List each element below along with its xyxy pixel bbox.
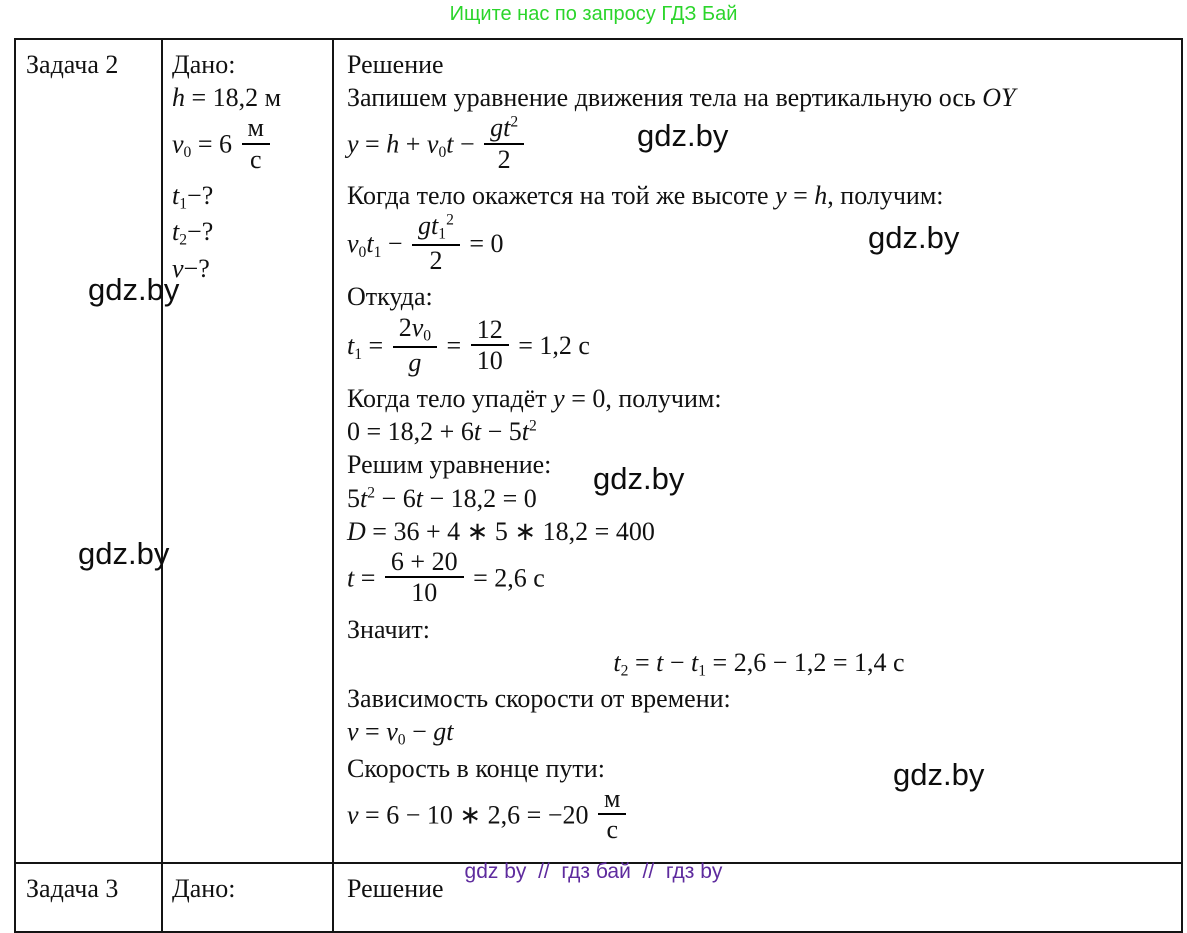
solution-text-1: Запишем уравнение движения тела на вертикальную ось OY [347,83,1016,113]
gdz-watermark: gdz.by [637,118,729,153]
footer-caption: gdz by // гдз бай // гдз by [464,860,723,883]
solution-text-6: Значит: [347,614,431,644]
given-line-v0: $v_0 = 6$ $\frac{м}{с}$ [172,117,328,176]
table-row-task2 [15,39,1182,863]
task3-label: Задача 3 [26,874,119,903]
solution-text-8: Скорость в конце пути: [347,753,605,783]
given-title: Дано: [172,50,236,79]
task3-solution-title: Решение [347,874,444,903]
solution-text-3: Откуда: [347,282,433,312]
task3-given-title: Дано: [172,874,236,903]
solution-text-2: Когда тело окажется на той же высоте y = h, получим: [347,180,944,210]
solution-text-7: Зависимость скорости от времени: [347,684,731,714]
solution-formula-t2: $t_2 = t - t_1 = 2,6 - 1,2 = 1,4$ с [613,647,905,680]
solution-formula-same-height: $v_0t_1$ − $\frac{gt_1^2}{2}$ = 0 [347,211,504,276]
given-line-h: h = 18,2 м [172,83,282,113]
solution-formula-quadratic: $5t^2 - 6t - 18,2 = 0$ [347,483,537,513]
gdz-watermark: gdz.by [78,536,170,571]
given-line-v: v−? [172,253,210,283]
task2-given-cell [162,39,333,863]
given-line-t2: $t_2-$? [172,217,214,250]
gdz-watermark: gdz.by [593,461,685,496]
given-line-t1: $t_1-$? [172,180,214,213]
solution-formula-t: t = $\frac{6 + 20}{10}$ = 2,6 с [347,546,545,608]
solution-text-4: Когда тело упадёт y = 0, получим: [347,384,722,413]
solution-formula-t1: $t_1$ = $\frac{2v_0}{g}$ = $\frac{12}{10}$ = 1,2 с [347,312,590,377]
task2-label-cell [15,39,162,863]
solution-formula-velocity-law: $v = v_0$ − gt [347,717,454,749]
solution-text-5: Решим уравнение: [347,450,552,480]
task2-solution-cell [333,39,1182,863]
solution-formula-motion: $y = h + v_0t$ − $\frac{gt^2}{2}$ [347,117,1171,176]
solution-formula-fall: $0 = 18,2 + 6t - 5t^2$ [347,417,537,447]
gdz-watermark: gdz.by [868,220,960,255]
solution-formula-discriminant: D = 36 + 4 ∗ 5 ∗ 18,2 = 400 [347,516,655,546]
task2-label: Задача 2 [26,50,119,79]
solution-title: Решение [347,50,444,79]
solution-formula-final-velocity: v = 6 − 10 ∗ 2,6 = −20 $\frac{м}{с}$ [347,788,1171,847]
gdz-watermark: gdz.by [88,272,180,307]
gdz-watermark: gdz.by [893,757,985,792]
header-banner: Ищите нас по запросу ГДЗ Бай [449,3,738,25]
